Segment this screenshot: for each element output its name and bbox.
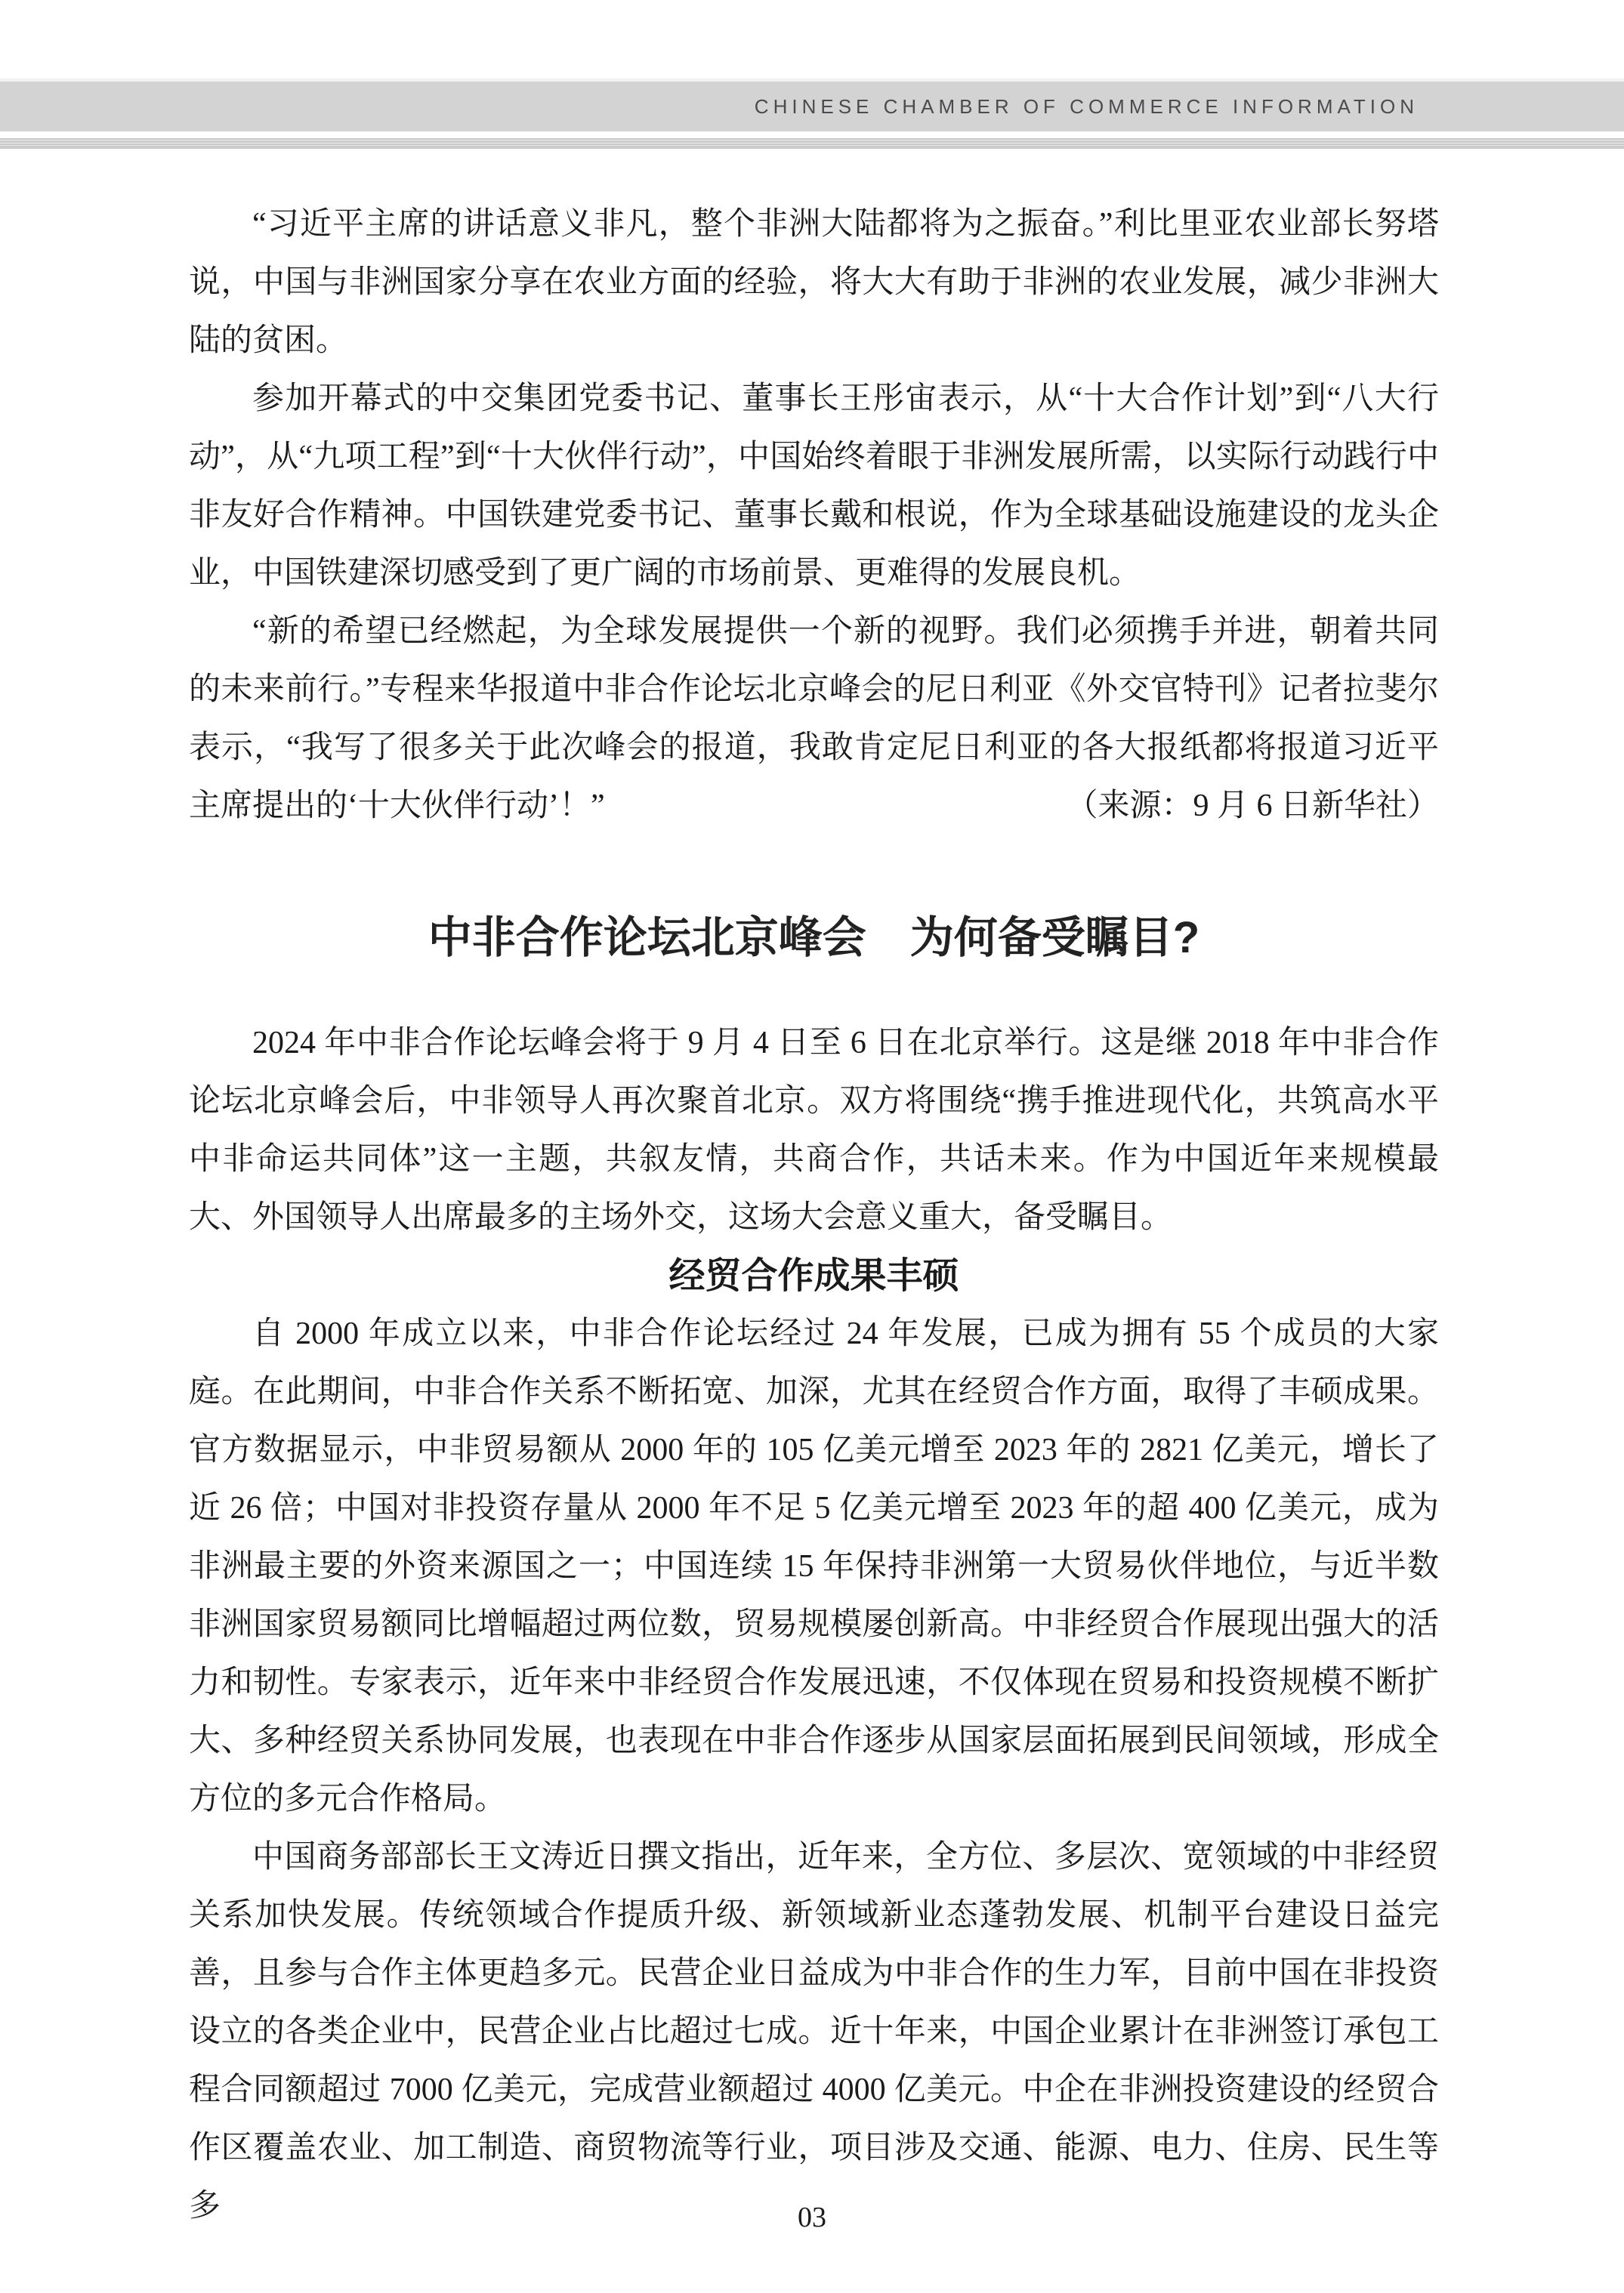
feature-paragraph-1: 自 2000 年成立以来，中非合作论坛经过 24 年发展，已成为拥有 55 个成员的大家庭。在此期间，中非合作关系不断拓宽、加深，尤其在经贸合作方面，取得了丰硕成果。官方数据显示，中非贸易额从 2000 年的 105 亿美元增至 2023 年的 2821 亿美元，增长了近 26 倍；中国对非投资存量从 2000 年不足 5 亿美元增至 2023 年的超 400 亿美元，成为非洲最主要的外资来源国之一；中国连续 15 年保持非洲第一大贸易伙伴地位，与近半数非洲国家贸易额同比增幅超过两位数，贸易规模屡创新高。中非经贸合作展现出强大的活力和韧性。专家表示，近年来中非经贸合作发展迅速，不仅体现在贸易和投资规模不断扩大、多种经贸关系协同发展，也表现在中非合作逐步从国家层面拓展到民间领域，形成全方位的多元合作格局。	[189, 1316, 1439, 1816]
feature-article-title: 中非合作论坛北京峰会 为何备受瞩目?	[428, 913, 1200, 962]
header-band-gap	[0, 131, 1624, 138]
source-attribution: （来源：9 月 6 日新华社）	[1066, 789, 1439, 823]
article-body	[189, 196, 1439, 2236]
news-paragraph-2: 参加开幕式的中交集团党委书记、董事长王彤宙表示，从“十大合作计划”到“八大行动”，从“九项工程”到“十大伙伴行动”，中国始终着眼于非洲发展所需，以实际行动践行中非友好合作精神。中国铁建党委书记、董事长戴和根说，作为全球基础设施建设的龙头企业，中国铁建深切感受到了更广阔的市场前景、更难得的发展良机。	[189, 381, 1439, 591]
news-paragraph-3-text: “新的希望已经燃起，为全球发展提供一个新的视野。我们必须携手并进，朝着共同的未来前行。”专程来华报道中非合作论坛北京峰会的尼日利亚《外交官特刊》记者拉斐尔表示，“我写了很多关于此次峰会的报道，我敢肯定尼日利亚的各大报纸都将报道习近平主席提出的‘十大伙伴行动’！”	[189, 614, 1439, 823]
header-top-margin	[0, 0, 1624, 79]
header-band	[0, 82, 1624, 131]
news-paragraph-3	[189, 603, 1439, 835]
page-header	[0, 0, 1624, 149]
header-banner-text: CHINESE CHAMBER OF COMMERCE INFORMATION	[754, 95, 1419, 118]
news-paragraph-1: “习近平主席的讲话意义非凡，整个非洲大陆都将为之振奋。”利比里亚农业部长努塔说，中国与非洲国家分享在农业方面的经验，将大大有助于非洲的农业发展，减少非洲大陆的贫困。	[189, 207, 1439, 358]
header-divider-strip	[0, 138, 1624, 149]
feature-intro-paragraph: 2024 年中非合作论坛峰会将于 9 月 4 日至 6 日在北京举行。这是继 2018 年中非合作论坛北京峰会后，中非领导人再次聚首北京。双方将围绕“携手推进现代化，共筑高水平中非命运共同体”这一主题，共叙友情，共商合作，共话未来。作为中国近年来规模最大、外国领导人出席最多的主场外交，这场大会意义重大，备受瞩目。	[189, 1026, 1439, 1235]
page-number: 03	[798, 2202, 826, 2233]
section-heading: 经贸合作成果丰硕	[668, 1256, 959, 1296]
feature-paragraph-2: 中国商务部部长王文涛近日撰文指出，近年来，全方位、多层次、宽领域的中非经贸关系加快发展。传统领域合作提质升级、新领域新业态蓬勃发展、机制平台建设日益完善，且参与合作主体更趋多元。民营企业日益成为中非合作的生力军，目前中国在非投资设立的各类企业中，民营企业占比超过七成。近十年来，中国企业累计在非洲签订承包工程合同额超过 7000 亿美元，完成营业额超过 4000 亿美元。中企在非洲投资建设的经贸合作区覆盖农业、加工制造、商贸物流等行业，项目涉及交通、能源、电力、住房、民生等多	[189, 1840, 1439, 2224]
